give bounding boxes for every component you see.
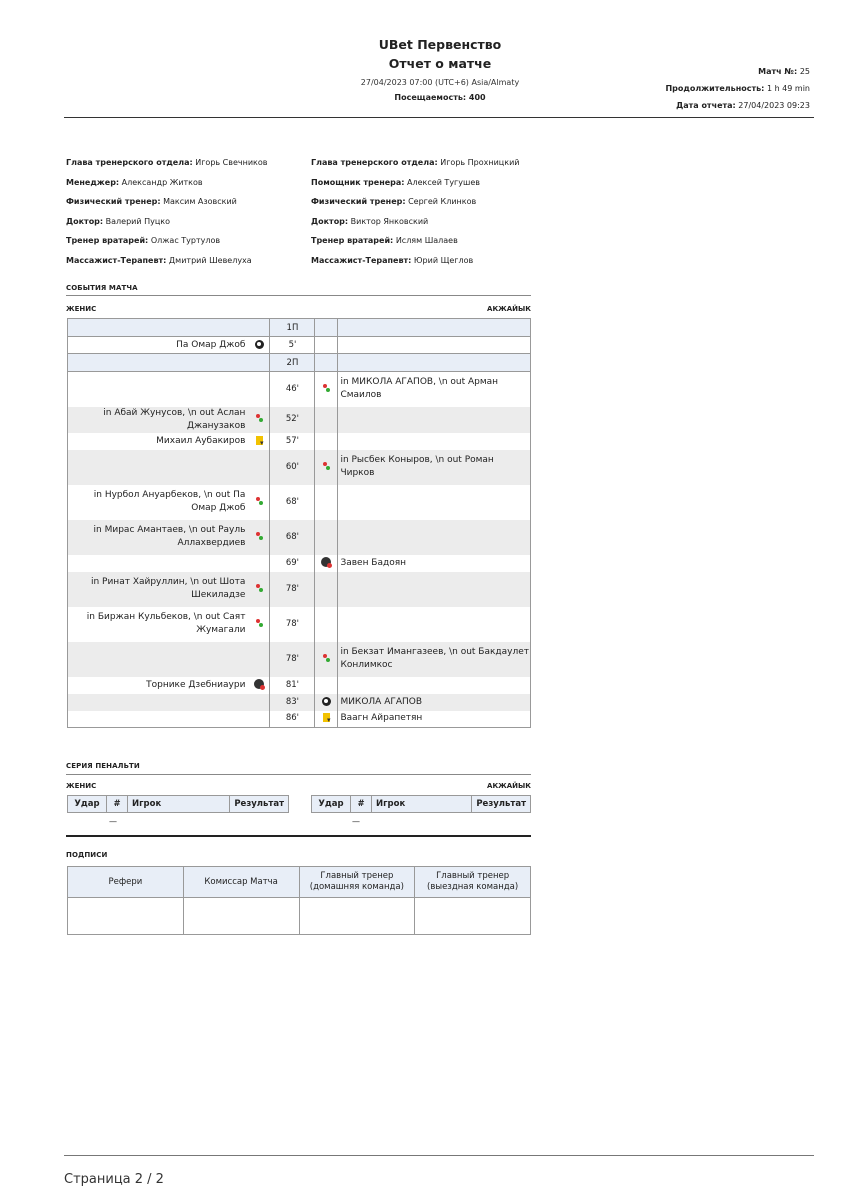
event-player: Па Омар Джоб [176, 339, 246, 350]
duration-label: Продолжительность: [665, 84, 765, 93]
substitution-icon [255, 584, 264, 593]
home-staff-row [66, 212, 267, 232]
event-player: Торнике Дзебниаури [146, 679, 246, 690]
own-goal-icon [321, 557, 331, 567]
match-events-table [67, 318, 531, 728]
report-title: Отчет о матче [388, 56, 492, 71]
event-row [68, 642, 531, 677]
staff-name: Сергей Клинков [408, 197, 477, 206]
goal-icon [255, 340, 264, 349]
staff-name: Игорь Прохницкий [440, 158, 520, 167]
match-duration [665, 80, 810, 97]
event-player: in Биржан Кульбеков, \n out Саят Жумагали [86, 612, 246, 635]
yellow-card-icon [323, 713, 330, 722]
yellow-card-icon [256, 436, 263, 445]
sig-cell-referee [68, 898, 184, 935]
sig-col-referee: Рефери [68, 867, 184, 898]
event-minute: 78' [270, 642, 315, 677]
pen-col-result: Результат [472, 796, 531, 813]
substitution-icon [255, 619, 264, 628]
pen-col-number: # [107, 796, 128, 813]
attendance-label: Посещаемость: [394, 93, 467, 102]
event-row [68, 450, 531, 485]
staff-role: Менеджер: [66, 177, 120, 187]
report-date-label: Дата отчета: [676, 101, 736, 110]
event-row [68, 677, 531, 694]
away-penalty-table [311, 795, 531, 813]
attendance-value: 400 [468, 93, 486, 102]
pen-col-result: Результат [230, 796, 289, 813]
substitution-icon [322, 462, 331, 471]
event-row [68, 337, 531, 354]
event-minute: 68' [270, 485, 315, 520]
footer-divider [64, 1155, 814, 1156]
staff-name: Валерий Пуцко [105, 216, 171, 226]
home-staff-row [66, 251, 267, 271]
home-staff-row [66, 153, 267, 173]
header-divider [64, 117, 814, 118]
event-row [68, 711, 531, 728]
event-row [68, 520, 531, 555]
pen-col-shot: Удар [312, 796, 351, 813]
event-minute: 78' [270, 607, 315, 642]
event-minute: 78' [270, 572, 315, 607]
event-player: in Бекзат Имангазеев, \n out Бакдаулет Конлимкос [340, 647, 530, 670]
staff-role: Массажист-Терапевт: [66, 255, 167, 265]
away-staff-list [311, 153, 519, 270]
home-penalty-empty: — [109, 817, 117, 826]
events-section-divider [66, 295, 531, 296]
match-meta [665, 63, 810, 114]
event-player: Завен Бадоян [340, 557, 407, 568]
staff-name: Дмитрий Шевелуха [168, 255, 252, 265]
away-penalty-empty: — [352, 817, 360, 826]
attendance [240, 92, 640, 104]
events-away-team: АКЖАЙЫК [487, 305, 531, 313]
penalties-section-title: СЕРИЯ ПЕНАЛЬТИ [66, 762, 140, 770]
staff-name: Юрий Щеглов [413, 255, 474, 265]
away-staff-row [311, 231, 519, 251]
event-row [68, 433, 531, 450]
event-player: МИКОЛА АГАПОВ [340, 696, 423, 707]
event-row [68, 572, 531, 607]
second-half-row [68, 354, 531, 372]
staff-name: Алексей Тугушев [407, 177, 480, 187]
event-player: in МИКОЛА АГАПОВ, \n out Арман Смаилов [340, 377, 499, 401]
report-date-value: 27/04/2023 09:23 [738, 101, 810, 110]
event-player: Ваагн Айрапетян [340, 713, 423, 724]
signatures-table [67, 866, 531, 935]
staff-name: Олжас Туртулов [150, 236, 221, 245]
penalties-home-team: ЖЕНИС [66, 782, 97, 790]
away-staff-row [311, 212, 519, 232]
staff-role: Физический тренер: [311, 197, 406, 206]
staff-role: Тренер вратарей: [311, 236, 394, 245]
events-team-row [66, 305, 531, 313]
event-minute: 81' [270, 677, 315, 694]
substitution-icon [322, 654, 331, 663]
penalties-away-team: АКЖАЙЫК [487, 782, 531, 790]
sig-col-commissioner: Комиссар Матча [183, 867, 299, 898]
staff-role: Доктор: [66, 216, 104, 226]
event-minute: 46' [270, 372, 315, 407]
signatures-section-title: ПОДПИСИ [66, 851, 108, 859]
away-staff-row [311, 251, 519, 271]
home-staff-list [66, 153, 267, 270]
home-staff-row [66, 231, 267, 251]
event-player: in Абай Жунусов, \n out Аслан Джанузаков [103, 407, 246, 431]
sig-col-home-coach: Главный тренер (домашняя команда) [299, 867, 415, 898]
staff-name: Игорь Свечников [195, 158, 268, 167]
period-label: 1П [270, 319, 315, 337]
substitution-icon [255, 414, 264, 423]
first-half-row [68, 319, 531, 337]
substitution-icon [322, 384, 331, 393]
penalties-section-divider [66, 774, 531, 775]
staff-name: Виктор Янковский [350, 216, 429, 226]
staff-name: Александр Житков [121, 177, 203, 187]
event-minute: 52' [270, 407, 315, 433]
event-player: in Нурбол Ануарбеков, \n out Па Омар Джоб [93, 490, 246, 513]
pen-col-player: Игрок [128, 796, 230, 813]
report-header [240, 36, 640, 104]
event-minute: 60' [270, 450, 315, 485]
staff-role: Глава тренерского отдела: [66, 158, 193, 167]
penalties-team-row [66, 782, 531, 790]
staff-role: Массажист-Терапевт: [311, 255, 412, 265]
duration-value: 1 h 49 min [766, 84, 810, 93]
substitution-icon [255, 497, 264, 506]
goal-icon [322, 697, 331, 706]
staff-role: Тренер вратарей: [66, 236, 149, 245]
pen-col-number: # [351, 796, 372, 813]
own-goal-icon [254, 679, 264, 689]
event-minute: 57' [270, 433, 315, 450]
event-player: in Рысбек Коныров, \n out Роман Чирков [340, 455, 494, 478]
event-minute: 68' [270, 520, 315, 555]
pen-col-shot: Удар [68, 796, 107, 813]
staff-role: Физический тренер: [66, 197, 161, 206]
home-staff-row [66, 173, 267, 193]
report-date [665, 97, 810, 114]
staff-role: Доктор: [311, 216, 349, 226]
period-label: 2П [270, 354, 315, 372]
penalties-bottom-divider [66, 835, 531, 837]
match-number [665, 63, 810, 80]
event-row [68, 407, 531, 433]
sig-cell-commissioner [183, 898, 299, 935]
pen-col-player: Игрок [372, 796, 472, 813]
home-penalty-table [67, 795, 289, 813]
match-number-label: Матч №: [758, 67, 798, 76]
event-row [68, 372, 531, 407]
staff-role: Глава тренерского отдела: [311, 158, 438, 167]
page-number: Страница 2 / 2 [64, 1172, 164, 1187]
sig-cell-home-coach [299, 898, 415, 935]
substitution-icon [255, 532, 264, 541]
away-staff-row [311, 173, 519, 193]
tournament-title: UBet Первенство [378, 37, 502, 52]
home-staff-row [66, 192, 267, 212]
events-home-team: ЖЕНИС [66, 305, 97, 313]
match-number-value: 25 [799, 67, 810, 76]
sig-cell-away-coach [415, 898, 531, 935]
away-staff-row [311, 192, 519, 212]
event-minute: 83' [270, 694, 315, 711]
event-minute: 86' [270, 711, 315, 728]
event-row [68, 485, 531, 520]
event-row [68, 694, 531, 711]
match-datetime: 27/04/2023 07:00 (UTC+6) Asia/Almaty [360, 78, 520, 87]
event-minute: 5' [270, 337, 315, 354]
event-row [68, 607, 531, 642]
staff-role: Помощник тренера: [311, 177, 405, 187]
event-minute: 69' [270, 555, 315, 572]
event-row [68, 555, 531, 572]
event-player: in Ринат Хайруллин, \n out Шота Шекиладзе [90, 577, 246, 600]
events-section-title: СОБЫТИЯ МАТЧА [66, 284, 138, 292]
staff-name: Ислям Шалаев [395, 236, 458, 245]
staff-name: Максим Азовский [163, 197, 237, 206]
event-player: Михаил Аубакиров [156, 435, 246, 446]
event-player: in Мирас Амантаев, \n out Рауль Аллахвердиев [93, 525, 246, 548]
away-staff-row [311, 153, 519, 173]
sig-col-away-coach: Главный тренер (выездная команда) [415, 867, 531, 898]
